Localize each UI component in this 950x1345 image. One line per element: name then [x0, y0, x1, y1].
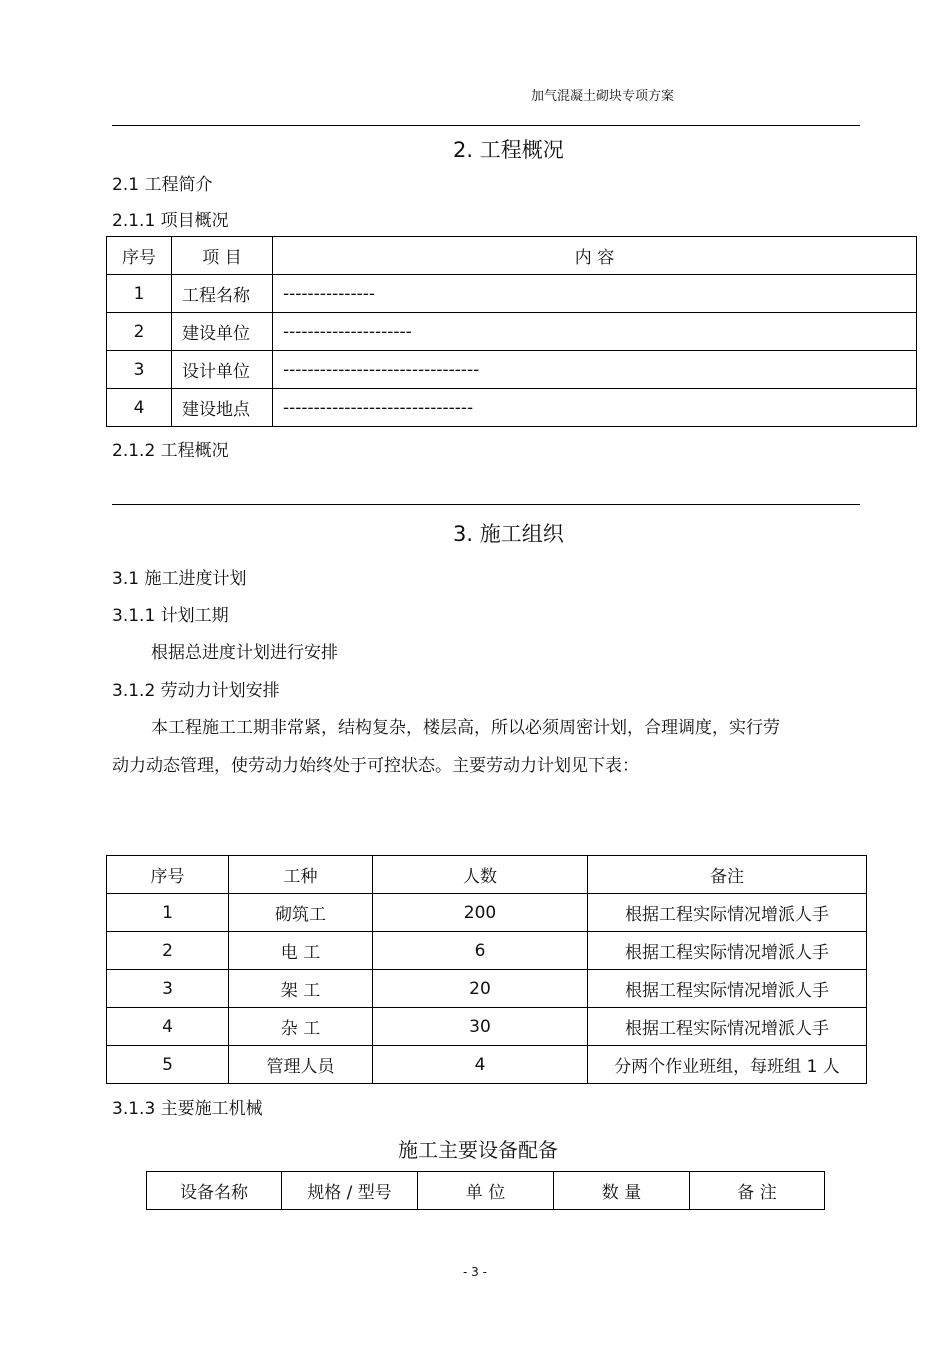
table-cell: 30 — [373, 1008, 588, 1046]
table-cell: 根据工程实际情况增派人手 — [588, 932, 867, 970]
heading-3-1-1: 3.1.1 计划工期 — [112, 606, 229, 626]
table-cell: 2 — [107, 932, 229, 970]
labor-plan-table — [106, 855, 867, 1084]
table-row — [107, 970, 867, 1008]
heading-2-1: 2.1 工程简介 — [112, 175, 213, 195]
table-row — [107, 1008, 867, 1046]
table-header-cell: 设备名称 — [147, 1172, 282, 1210]
table-cell: 4 — [107, 1008, 229, 1046]
table-header-row — [147, 1172, 825, 1210]
table-row — [107, 894, 867, 932]
heading-3-1: 3.1 施工进度计划 — [112, 569, 247, 589]
table-cell: 20 — [373, 970, 588, 1008]
project-overview-table — [106, 236, 917, 427]
table-row — [107, 313, 917, 351]
table-header-cell: 人数 — [373, 856, 588, 894]
table-cell: 分两个作业班组，每班组 1 人 — [588, 1046, 867, 1084]
table-cell: 根据工程实际情况增派人手 — [588, 970, 867, 1008]
page-number: - 3 - — [463, 1265, 487, 1279]
section-rule — [112, 504, 860, 505]
table-cell: --------------- — [273, 275, 917, 313]
table-cell: 2 — [107, 313, 172, 351]
table-cell: 3 — [107, 351, 172, 389]
table-header-cell: 内 容 — [273, 237, 917, 275]
table-cell: 工程名称 — [172, 275, 273, 313]
table-header-cell: 单 位 — [418, 1172, 554, 1210]
table-cell: 架 工 — [229, 970, 373, 1008]
table-header-cell: 数 量 — [554, 1172, 690, 1210]
table-cell: 设计单位 — [172, 351, 273, 389]
table-header-cell: 备 注 — [690, 1172, 825, 1210]
table-cell: ------------------------------- — [273, 389, 917, 427]
section-2-title: 2. 工程概况 — [453, 138, 564, 162]
table-cell: 建设地点 — [172, 389, 273, 427]
equipment-table — [146, 1171, 825, 1210]
table-cell: 电 工 — [229, 932, 373, 970]
table-cell: 1 — [107, 275, 172, 313]
table-cell: 5 — [107, 1046, 229, 1084]
table-cell: 4 — [107, 389, 172, 427]
table-cell: 4 — [373, 1046, 588, 1084]
table-row — [107, 389, 917, 427]
table-cell: 6 — [373, 932, 588, 970]
heading-3-1-3: 3.1.3 主要施工机械 — [112, 1099, 263, 1119]
table-header-cell: 工种 — [229, 856, 373, 894]
paragraph-schedule: 根据总进度计划进行安排 — [151, 643, 338, 663]
heading-3-1-2: 3.1.2 劳动力计划安排 — [112, 681, 280, 701]
table-cell: 杂 工 — [229, 1008, 373, 1046]
table-cell: 3 — [107, 970, 229, 1008]
table-header-cell: 备注 — [588, 856, 867, 894]
table-cell: -------------------------------- — [273, 351, 917, 389]
table-header-row — [107, 237, 917, 275]
table-header-cell: 序号 — [107, 856, 229, 894]
table-header-cell: 规格 / 型号 — [282, 1172, 418, 1210]
table-header-row — [107, 856, 867, 894]
equipment-table-caption: 施工主要设备配备 — [398, 1138, 558, 1162]
table-cell: 200 — [373, 894, 588, 932]
table-row — [107, 932, 867, 970]
running-header: 加气混凝土砌块专项方案 — [531, 89, 675, 104]
table-row — [107, 275, 917, 313]
paragraph-labor-line2: 动力动态管理，使劳动力始终处于可控状态。主要劳动力计划见下表： — [112, 756, 639, 776]
table-header-cell: 序号 — [107, 237, 172, 275]
heading-2-1-2: 2.1.2 工程概况 — [112, 441, 229, 461]
table-cell: --------------------- — [273, 313, 917, 351]
section-3-title: 3. 施工组织 — [453, 522, 564, 546]
header-rule — [112, 125, 860, 126]
table-cell: 管理人员 — [229, 1046, 373, 1084]
paragraph-labor-line1: 本工程施工工期非常紧，结构复杂，楼层高，所以必须周密计划，合理调度，实行劳 — [151, 718, 780, 738]
table-row — [107, 351, 917, 389]
heading-2-1-1: 2.1.1 项目概况 — [112, 211, 229, 231]
table-cell: 根据工程实际情况增派人手 — [588, 1008, 867, 1046]
table-cell: 建设单位 — [172, 313, 273, 351]
table-header-cell: 项 目 — [172, 237, 273, 275]
table-row — [107, 1046, 867, 1084]
table-cell: 1 — [107, 894, 229, 932]
table-cell: 砌筑工 — [229, 894, 373, 932]
table-cell: 根据工程实际情况增派人手 — [588, 894, 867, 932]
